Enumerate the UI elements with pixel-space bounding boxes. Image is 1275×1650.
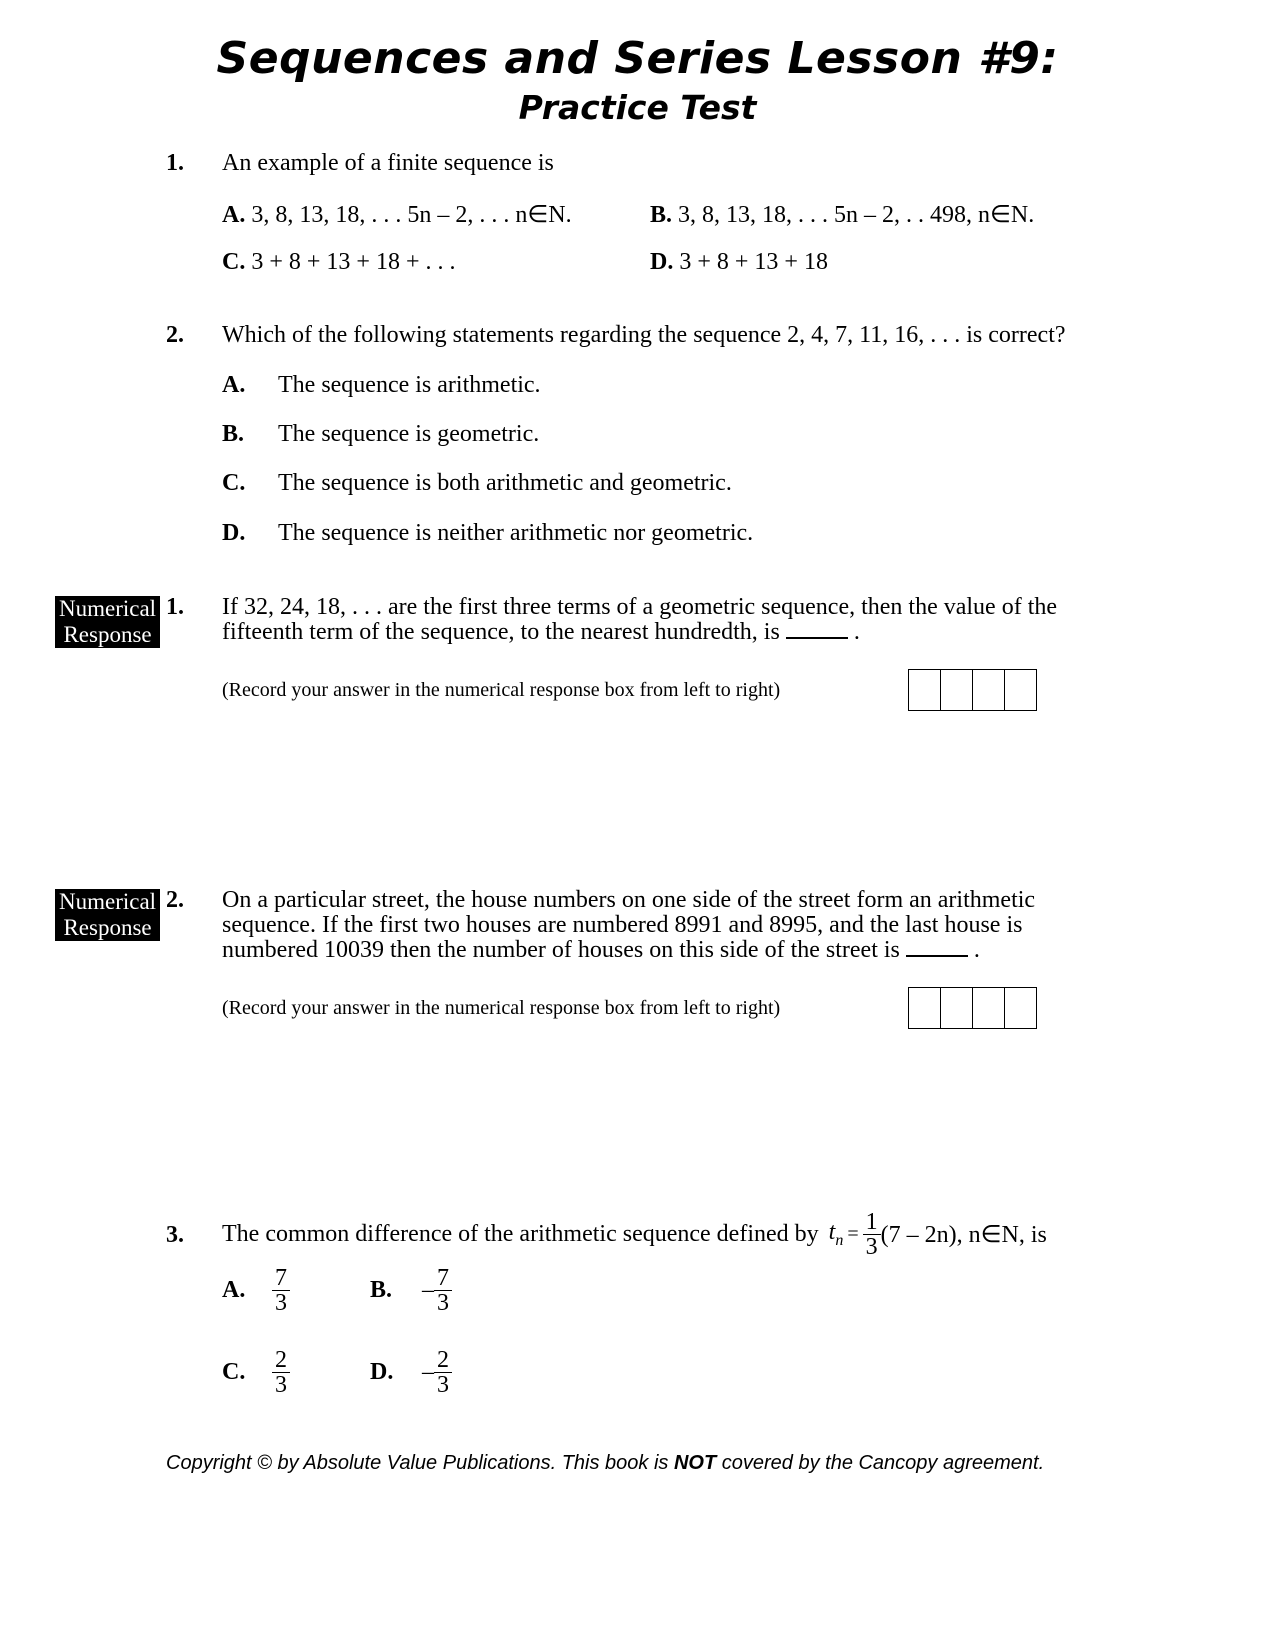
q3-option-b-fraction (434, 1266, 452, 1315)
q1-option-d-label: D. (650, 249, 674, 275)
nr2-line2: sequence. If the first two houses are numbered 8991 and 8995, and the last house is (222, 912, 1023, 938)
q1-option-a (222, 200, 572, 229)
q3-term-subscript: n (835, 1231, 844, 1249)
q3-stem-text: The common difference of the arithmetic sequence defined by (222, 1220, 819, 1247)
nr2-badge-line2: Response (63, 915, 152, 940)
q1-option-b-text: 3, 8, 13, 18, . . . 5n – 2, . . 498, n∈N. (678, 202, 1035, 228)
nr2-response-cell[interactable] (973, 988, 1005, 1028)
q3-option-b (370, 1262, 452, 1318)
q3-fraction-denominator: 3 (865, 1233, 878, 1260)
q3-option-d-sign: – (422, 1358, 434, 1385)
q3-option-c-label: C. (222, 1358, 246, 1385)
page-subtitle: Practice Test (518, 88, 757, 127)
q1-option-d (650, 249, 828, 276)
q3-fraction-numerator: 1 (863, 1210, 881, 1235)
q3-term-t: t (828, 1218, 836, 1245)
nr2-line1: On a particular street, the house numbers on one side of the street form an arithmetic (222, 887, 1036, 913)
nr2-line3: numbered 10039 then the number of houses on this side of the street is (222, 937, 900, 963)
q3-option-b-denominator: 3 (437, 1289, 449, 1316)
q3-option-a-fraction (272, 1266, 290, 1315)
q2-option-d-text: The sequence is neither arithmetic nor geometric. (278, 520, 754, 546)
q3-option-a-label: A. (222, 1276, 246, 1303)
q3-stem (222, 1206, 1047, 1262)
q3-option-d-label: D. (370, 1358, 394, 1385)
q3-option-b-label: B. (370, 1276, 393, 1303)
q2-option-d-label: D. (222, 520, 246, 546)
nr2-record-instruction: (Record your answer in the numerical response box from left to right) (222, 997, 781, 1019)
answer-blank (786, 619, 848, 639)
q1-number: 1. (166, 150, 184, 176)
nr1-record-instruction: (Record your answer in the numerical response box from left to right) (222, 679, 781, 701)
q1-option-a-text: 3, 8, 13, 18, . . . 5n – 2, . . . n∈N. (251, 202, 572, 228)
q2-option-b-text: The sequence is geometric. (278, 421, 540, 447)
q1-option-c-label: C. (222, 249, 246, 275)
q2-option-c-text: The sequence is both arithmetic and geometric. (278, 470, 732, 496)
nr1-line2: fifteenth term of the sequence, to the nearest hundredth, is (222, 619, 780, 645)
nr2-badge-line1: Numerical (59, 889, 157, 914)
q2-option-a-text: The sequence is arithmetic. (278, 372, 541, 398)
nr2-badge (55, 889, 160, 941)
footer-text-post: covered by the Cancopy agreement. (716, 1452, 1045, 1474)
nr1-response-cell[interactable] (1005, 670, 1036, 710)
nr1-badge-line2: Response (63, 622, 152, 647)
nr2-response-cell[interactable] (909, 988, 941, 1028)
q2-option-c-label: C. (222, 470, 246, 496)
footer-text-bold: NOT (673, 1452, 717, 1474)
q3-option-c-fraction (272, 1348, 290, 1397)
nr2-response-cell[interactable] (941, 988, 973, 1028)
nr1-badge (55, 596, 160, 648)
q1-stem: An example of a finite sequence is (222, 150, 554, 176)
q3-equals: = (847, 1222, 859, 1245)
q2-option-a-label: A. (222, 372, 246, 398)
q1-option-d-text: 3 + 8 + 13 + 18 (679, 249, 828, 275)
nr2-line3-wrap: numbered 10039 then the number of houses on this side of the street is . (222, 937, 980, 963)
nr1-response-cell[interactable] (941, 670, 973, 710)
q3-option-b-sign: – (422, 1276, 434, 1303)
q1-option-a-label: A. (222, 202, 246, 228)
q3-option-d-denominator: 3 (437, 1371, 449, 1398)
q3-option-d (370, 1344, 452, 1400)
nr1-response-cell[interactable] (909, 670, 941, 710)
q1-option-b-label: B. (650, 202, 673, 228)
q3-option-b-numerator: 7 (434, 1266, 452, 1291)
q3-option-d-numerator: 2 (434, 1348, 452, 1373)
nr1-line2-wrap: fifteenth term of the sequence, to the nearest hundredth, is . (222, 619, 860, 645)
nr1-badge-line1: Numerical (59, 596, 157, 621)
q1-option-c-text: 3 + 8 + 13 + 18 + . . . (251, 249, 456, 275)
q3-option-c (222, 1344, 290, 1400)
q3-coefficient-fraction (863, 1210, 881, 1259)
q2-option-b-label: B. (222, 421, 245, 447)
q3-option-c-denominator: 3 (275, 1371, 287, 1398)
q3-option-d-fraction (434, 1348, 452, 1397)
nr2-response-cell[interactable] (1005, 988, 1036, 1028)
q2-stem: Which of the following statements regarding the sequence 2, 4, 7, 11, 16, . . . is correct? (222, 322, 1066, 348)
q3-number: 3. (166, 1222, 184, 1248)
q1-option-c (222, 249, 455, 276)
q3-expression: (7 – 2n), n∈N, is (880, 1221, 1047, 1248)
q3-option-a-denominator: 3 (275, 1289, 287, 1316)
nr1-line1: If 32, 24, 18, . . . are the first three terms of a geometric sequence, then the value of the (222, 594, 1058, 620)
copyright-footer (166, 1452, 1044, 1475)
q3-option-c-numerator: 2 (272, 1348, 290, 1373)
q2-number: 2. (166, 322, 184, 348)
nr2-number: 2. (166, 887, 184, 913)
answer-blank (906, 937, 968, 957)
q1-option-b (650, 200, 1034, 229)
nr1-response-cell[interactable] (973, 670, 1005, 710)
nr1-number: 1. (166, 594, 184, 620)
q3-option-a-numerator: 7 (272, 1266, 290, 1291)
q3-option-a (222, 1262, 290, 1318)
nr1-response-box[interactable] (908, 669, 1037, 711)
nr2-response-box[interactable] (908, 987, 1037, 1029)
page-title: Sequences and Series Lesson #9: (216, 33, 1059, 84)
footer-text-pre: Copyright © by Absolute Value Publications. This book is (166, 1452, 674, 1474)
